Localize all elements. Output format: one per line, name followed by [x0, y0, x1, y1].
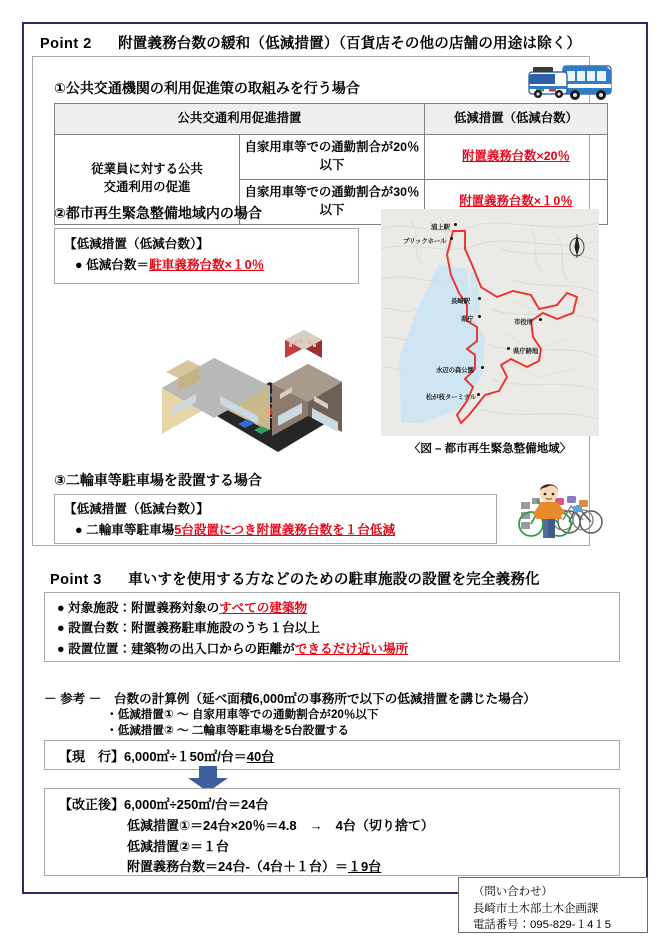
- current-expr: 6,000㎡÷１50㎡/台＝: [124, 749, 247, 764]
- point3-item: [57, 618, 607, 638]
- building-parking-illustration: [152, 312, 368, 460]
- point3-title: [50, 568, 540, 589]
- section3-bullet-red: 5台設置につき附置義務台数を１台低減: [174, 522, 396, 537]
- reduction-value: 附置義務台数×１0％: [459, 193, 573, 208]
- revised-calc-line1: [45, 795, 619, 816]
- section2-measure-box: [54, 228, 359, 284]
- table-header-measure: 公共交通利用促進措置: [55, 104, 425, 135]
- table-cell-condition: 自家用車等での通勤割合が30％以下: [240, 179, 425, 224]
- section2-bullet-prefix: ● 低減台数＝: [75, 257, 150, 272]
- reference-sub2: ・低減措置② ～ 二輪車等駐車場を5台設置する: [106, 724, 349, 737]
- point3-content-box: [44, 592, 620, 662]
- point2-title: [40, 32, 581, 53]
- map-label-prefectural-office: 県庁: [461, 316, 474, 323]
- revised-label: 【改正後】: [59, 797, 125, 812]
- current-result: 40台: [246, 749, 275, 764]
- point3-item-prefix: ● 対象施設：附置義務対象の: [57, 601, 220, 615]
- contact-heading: （問い合わせ）: [473, 886, 553, 898]
- map-caption: 〈図 – 都市再生緊急整備地域〉: [408, 443, 572, 455]
- table-row: [55, 135, 608, 180]
- reduction-value: 附置義務台数×20％: [462, 148, 570, 163]
- urban-renaissance-map: [381, 209, 599, 436]
- map-label-waterfront-park: 水辺の森公園: [436, 367, 474, 374]
- table-cell-condition: 自家用車等での通勤割合が20％以下: [240, 135, 425, 180]
- revised-expr: 6,000㎡÷250㎡/台＝24台: [124, 797, 269, 812]
- contact-box: [458, 877, 648, 933]
- section2-box-title: 【低減措置（低減台数）】: [64, 237, 209, 251]
- point3-item-red: すべての建築物: [219, 601, 308, 615]
- revised-calc-line2: 低減措置①＝24台×20％＝4.8 → 4台（切り捨て）: [127, 817, 434, 833]
- section3-heading: ③二輪車等駐車場を設置する場合: [54, 472, 262, 488]
- contact-department: 長崎市土木部土木企画課: [473, 902, 599, 915]
- point3-label: Point 3: [50, 572, 102, 588]
- point3-item: [57, 639, 607, 659]
- point3-title-text: 車いすを使用する方などのための駐車施設の設置を完全義務化: [128, 572, 540, 588]
- current-calc-line: [45, 747, 619, 768]
- table-cell-reduction: [425, 135, 608, 180]
- current-calculation-box: [44, 740, 620, 770]
- revised-total-result: １9台: [348, 859, 382, 875]
- map-label-former-prefectural-site: 県庁跡地: [513, 348, 539, 355]
- section1-heading: ①公共交通機関の利用促進策の取組みを行う場合: [54, 80, 360, 96]
- table-header-row: [55, 104, 608, 135]
- bus-icon: [523, 60, 615, 104]
- table-header-reduction: 低減措置（低減台数）: [425, 104, 608, 135]
- point2-title-text: 附置義務台数の緩和（低減措置）（百貨店その他の店舗の用途は除く）: [118, 36, 582, 52]
- reference-title: － 参考 － 台数の計算例（延べ面積6,000㎡の事務所で以下の低減措置を講じた場合）: [44, 692, 536, 706]
- map-label-uragami-station: 浦上駅: [431, 224, 450, 231]
- row-label-line1: 従業員に対する公共: [91, 162, 203, 177]
- bicycle-parking-icon: [511, 476, 607, 544]
- map-label-nagasaki-station: 長崎駅: [451, 298, 470, 305]
- point2-label: Point 2: [40, 36, 92, 52]
- section3-measure-box: [54, 494, 497, 544]
- revised-calc-line4: [45, 857, 619, 878]
- map-label-matsugae-terminal: 松が枝ターミナル: [426, 394, 477, 401]
- section2-bullet-red: 駐車義務台数×１0％: [149, 257, 265, 272]
- point3-item-red: できるだけ近い場所: [294, 641, 409, 656]
- map-label-brick-hall: ブリックホール: [403, 238, 447, 245]
- revised-total-prefix: 附置義務台数＝24台-（4台＋１台）＝: [127, 859, 349, 875]
- section2-bullet: [64, 255, 349, 275]
- map-label-city-hall: 市役所: [514, 319, 533, 326]
- section3-bullet-prefix: ● 二輪車等駐車場: [75, 522, 175, 537]
- section3-box-title: 【低減措置（低減台数）】: [64, 502, 209, 516]
- section3-bullet: [64, 520, 487, 540]
- section2-heading: ②都市再生緊急整備地域内の場合: [54, 205, 262, 221]
- point3-item-prefix: ● 設置位置：建築物の出入口からの距離が: [57, 641, 295, 656]
- point3-item-prefix: ● 設置台数：附置義務駐車施設のうち１台以上: [57, 621, 320, 636]
- contact-phone: 電話番号：095-829-１4１5: [473, 919, 612, 932]
- reference-sub1: ・低減措置① ～ 自家用車等での通勤割合が20％以下: [106, 708, 379, 721]
- current-label: 【現 行】: [59, 749, 125, 764]
- point3-item: [57, 598, 607, 618]
- row-label-line2: 交通利用の促進: [103, 180, 191, 195]
- revised-calculation-box: [44, 788, 620, 876]
- revised-calc-line3: 低減措置②＝１台: [127, 838, 230, 854]
